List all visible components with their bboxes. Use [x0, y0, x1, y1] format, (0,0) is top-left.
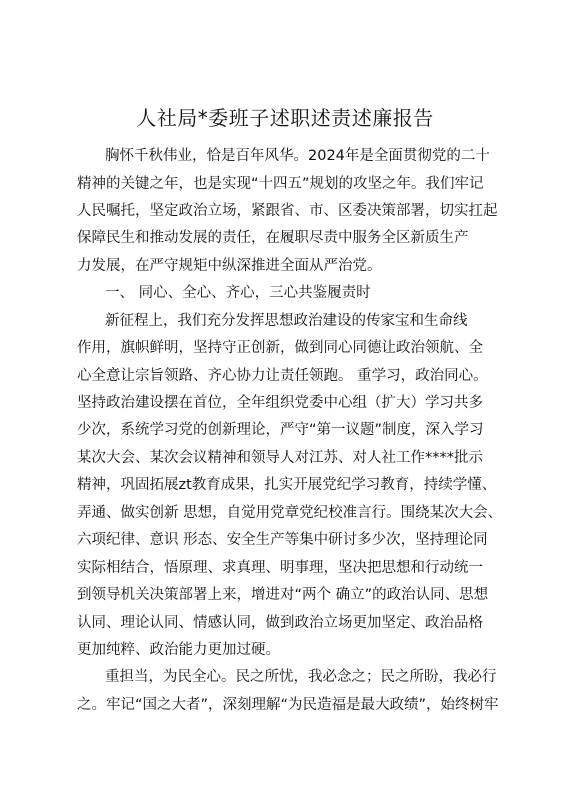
- paragraph-line: 更加纯粹、政治能力更加过硬。: [77, 642, 280, 658]
- paragraph-line: 精神的关键之年，也是实现“十四五”规划的攻坚之年。我们牢记: [77, 176, 484, 192]
- paragraph-line: 作用，旗帜鲜明，坚持守正创新，做到同心同德让政治领航、全: [77, 340, 483, 356]
- paragraph-line: 重担当，为民全心。民之所忧，我必念之；民之所盼，我必行: [105, 669, 497, 685]
- paragraph-line: 少次，系统学习党的创新理论，严守“第一议题”制度，深入学习: [77, 422, 484, 438]
- paragraph-line: 某次大会、某次会议精神和领导人对江苏、对人社工作****批示: [77, 450, 483, 466]
- paragraph-line: 精神，巩固拓展zt教育成果，扎实开展党纪学习教育，持续学懂、: [77, 477, 497, 493]
- paragraph-line: 认同、理论认同、情感认同，做到政治立场更加坚定、政治品格: [77, 615, 483, 631]
- paragraph-line: 到领导机关决策部署上来，增进对“两个 确立”的政治认同、思想: [77, 587, 489, 603]
- paragraph-line: 胸怀千秋伟业，恰是百年风华。2024年是全面贯彻党的二十: [105, 148, 490, 164]
- paragraph-line: 实际相结合，悟原理、求真理、明事理，坚决把思想和行动统一: [77, 560, 483, 576]
- paragraph-line: 弄通、做实创新 思想，自觉用党章党纪校准言行。围绕某次大会、: [77, 505, 503, 521]
- paragraph-line: 六项纪律、意识 形态、安全生产等集中研讨多少次，坚持理论同: [77, 532, 488, 548]
- paragraph-line: 人民嘱托，坚定政治立场，紧跟省、市、区委决策部署，切实扛起: [77, 203, 498, 219]
- section-heading: 一、 同心、全心、齐心，三心共鉴履责时: [105, 285, 371, 301]
- document-title: 人社局*委班子述职述责述廉报告: [136, 106, 434, 130]
- paragraph-line: 之。牢记“国之大者”，深刻理解“为民造福是最大政绩”，始终树牢: [77, 697, 499, 713]
- paragraph-line: 新征程上，我们充分发挥思想政治建设的传家宝和生命线: [105, 313, 468, 329]
- paragraph-line: 心全意让宗旨领路、齐心协力让责任领跑。 重学习，政治同心。: [77, 368, 488, 384]
- paragraph-line: 坚持政治建设摆在首位，全年组织党委中心组（扩大）学习共多: [77, 395, 483, 411]
- paragraph-line: 保障民生和推动发展的责任，在履职尽责中服务全区新质生产: [77, 230, 469, 246]
- paragraph-line: 力发展，在严守规矩中纵深推进全面从严治党。: [77, 258, 382, 274]
